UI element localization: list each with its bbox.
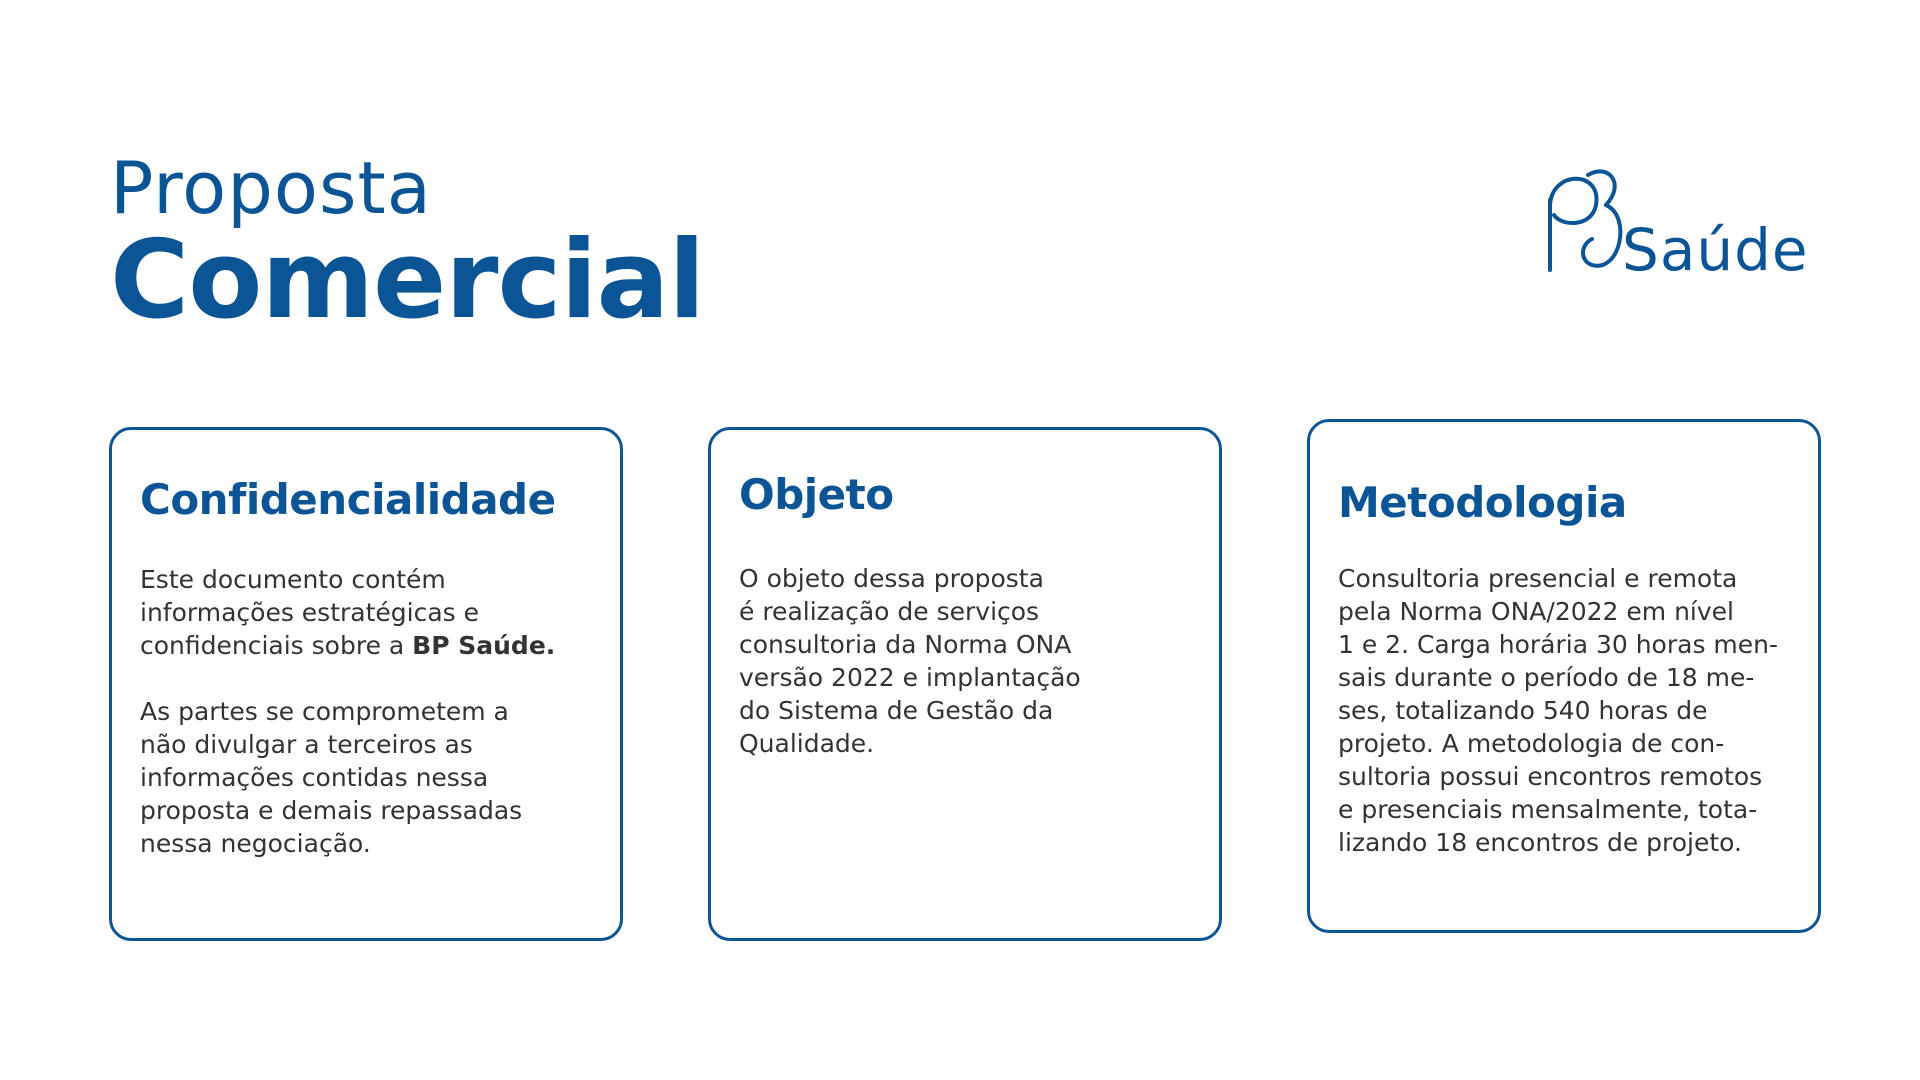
card-text-line: lizando 18 encontros de projeto.: [1338, 828, 1742, 857]
page-title: [110, 146, 705, 343]
card-text-line: não divulgar a terceiros as: [140, 730, 473, 759]
company-name: BP Saúde.: [412, 631, 556, 660]
svg-text:Saúde: Saúde: [1622, 216, 1809, 284]
card-text-fragment: confidenciais sobre a: [140, 631, 413, 660]
card-text-line: do Sistema de Gestão da: [739, 696, 1054, 725]
card-text-line: e presenciais mensalmente, tota-: [1338, 795, 1758, 824]
card-text-line: nessa negociação.: [140, 829, 371, 858]
card-text-line: As partes se comprometem a: [140, 697, 509, 726]
card-metodologia: [1307, 419, 1821, 933]
bp-saude-logo: [1540, 165, 1830, 285]
card-text-line: Este documento contém: [140, 565, 446, 594]
card-text-line: Consultoria presencial e remota: [1338, 564, 1738, 593]
card-text-line: 1 e 2. Carga horária 30 horas men-: [1338, 630, 1779, 659]
card-text-line: informações contidas nessa: [140, 763, 489, 792]
card-text-line: projeto. A metodologia de con-: [1338, 729, 1725, 758]
card-body: [140, 563, 592, 860]
card-title: Confidencialidade: [140, 475, 556, 524]
card-text-line: proposta e demais repassadas: [140, 796, 523, 825]
card-text-line: consultoria da Norma ONA: [739, 630, 1072, 659]
card-title: Objeto: [739, 470, 894, 519]
card-confidencialidade: [109, 427, 623, 941]
card-text-line: Qualidade.: [739, 729, 875, 758]
card-text-line: O objeto dessa proposta: [739, 564, 1044, 593]
card-body: [1338, 562, 1790, 859]
card-text-line: pela Norma ONA/2022 em nível: [1338, 597, 1734, 626]
card-text-line: sais durante o período de 18 me-: [1338, 663, 1755, 692]
card-text-line: versão 2022 e implantação: [739, 663, 1081, 692]
paragraph-spacer: [140, 662, 592, 695]
card-objeto: [708, 427, 1222, 941]
card-text-line: é realização de serviços: [739, 597, 1040, 626]
card-text-line: ses, totalizando 540 horas de: [1338, 696, 1708, 725]
card-title: Metodologia: [1338, 478, 1627, 527]
title-line-proposta: Proposta: [110, 146, 432, 230]
title-line-comercial: Comercial: [110, 218, 705, 343]
card-text-line: informações estratégicas e: [140, 598, 480, 627]
card-body: [739, 562, 1191, 760]
card-text-line: sultoria possui encontros remotos: [1338, 762, 1763, 791]
card-text-line: [140, 629, 592, 662]
